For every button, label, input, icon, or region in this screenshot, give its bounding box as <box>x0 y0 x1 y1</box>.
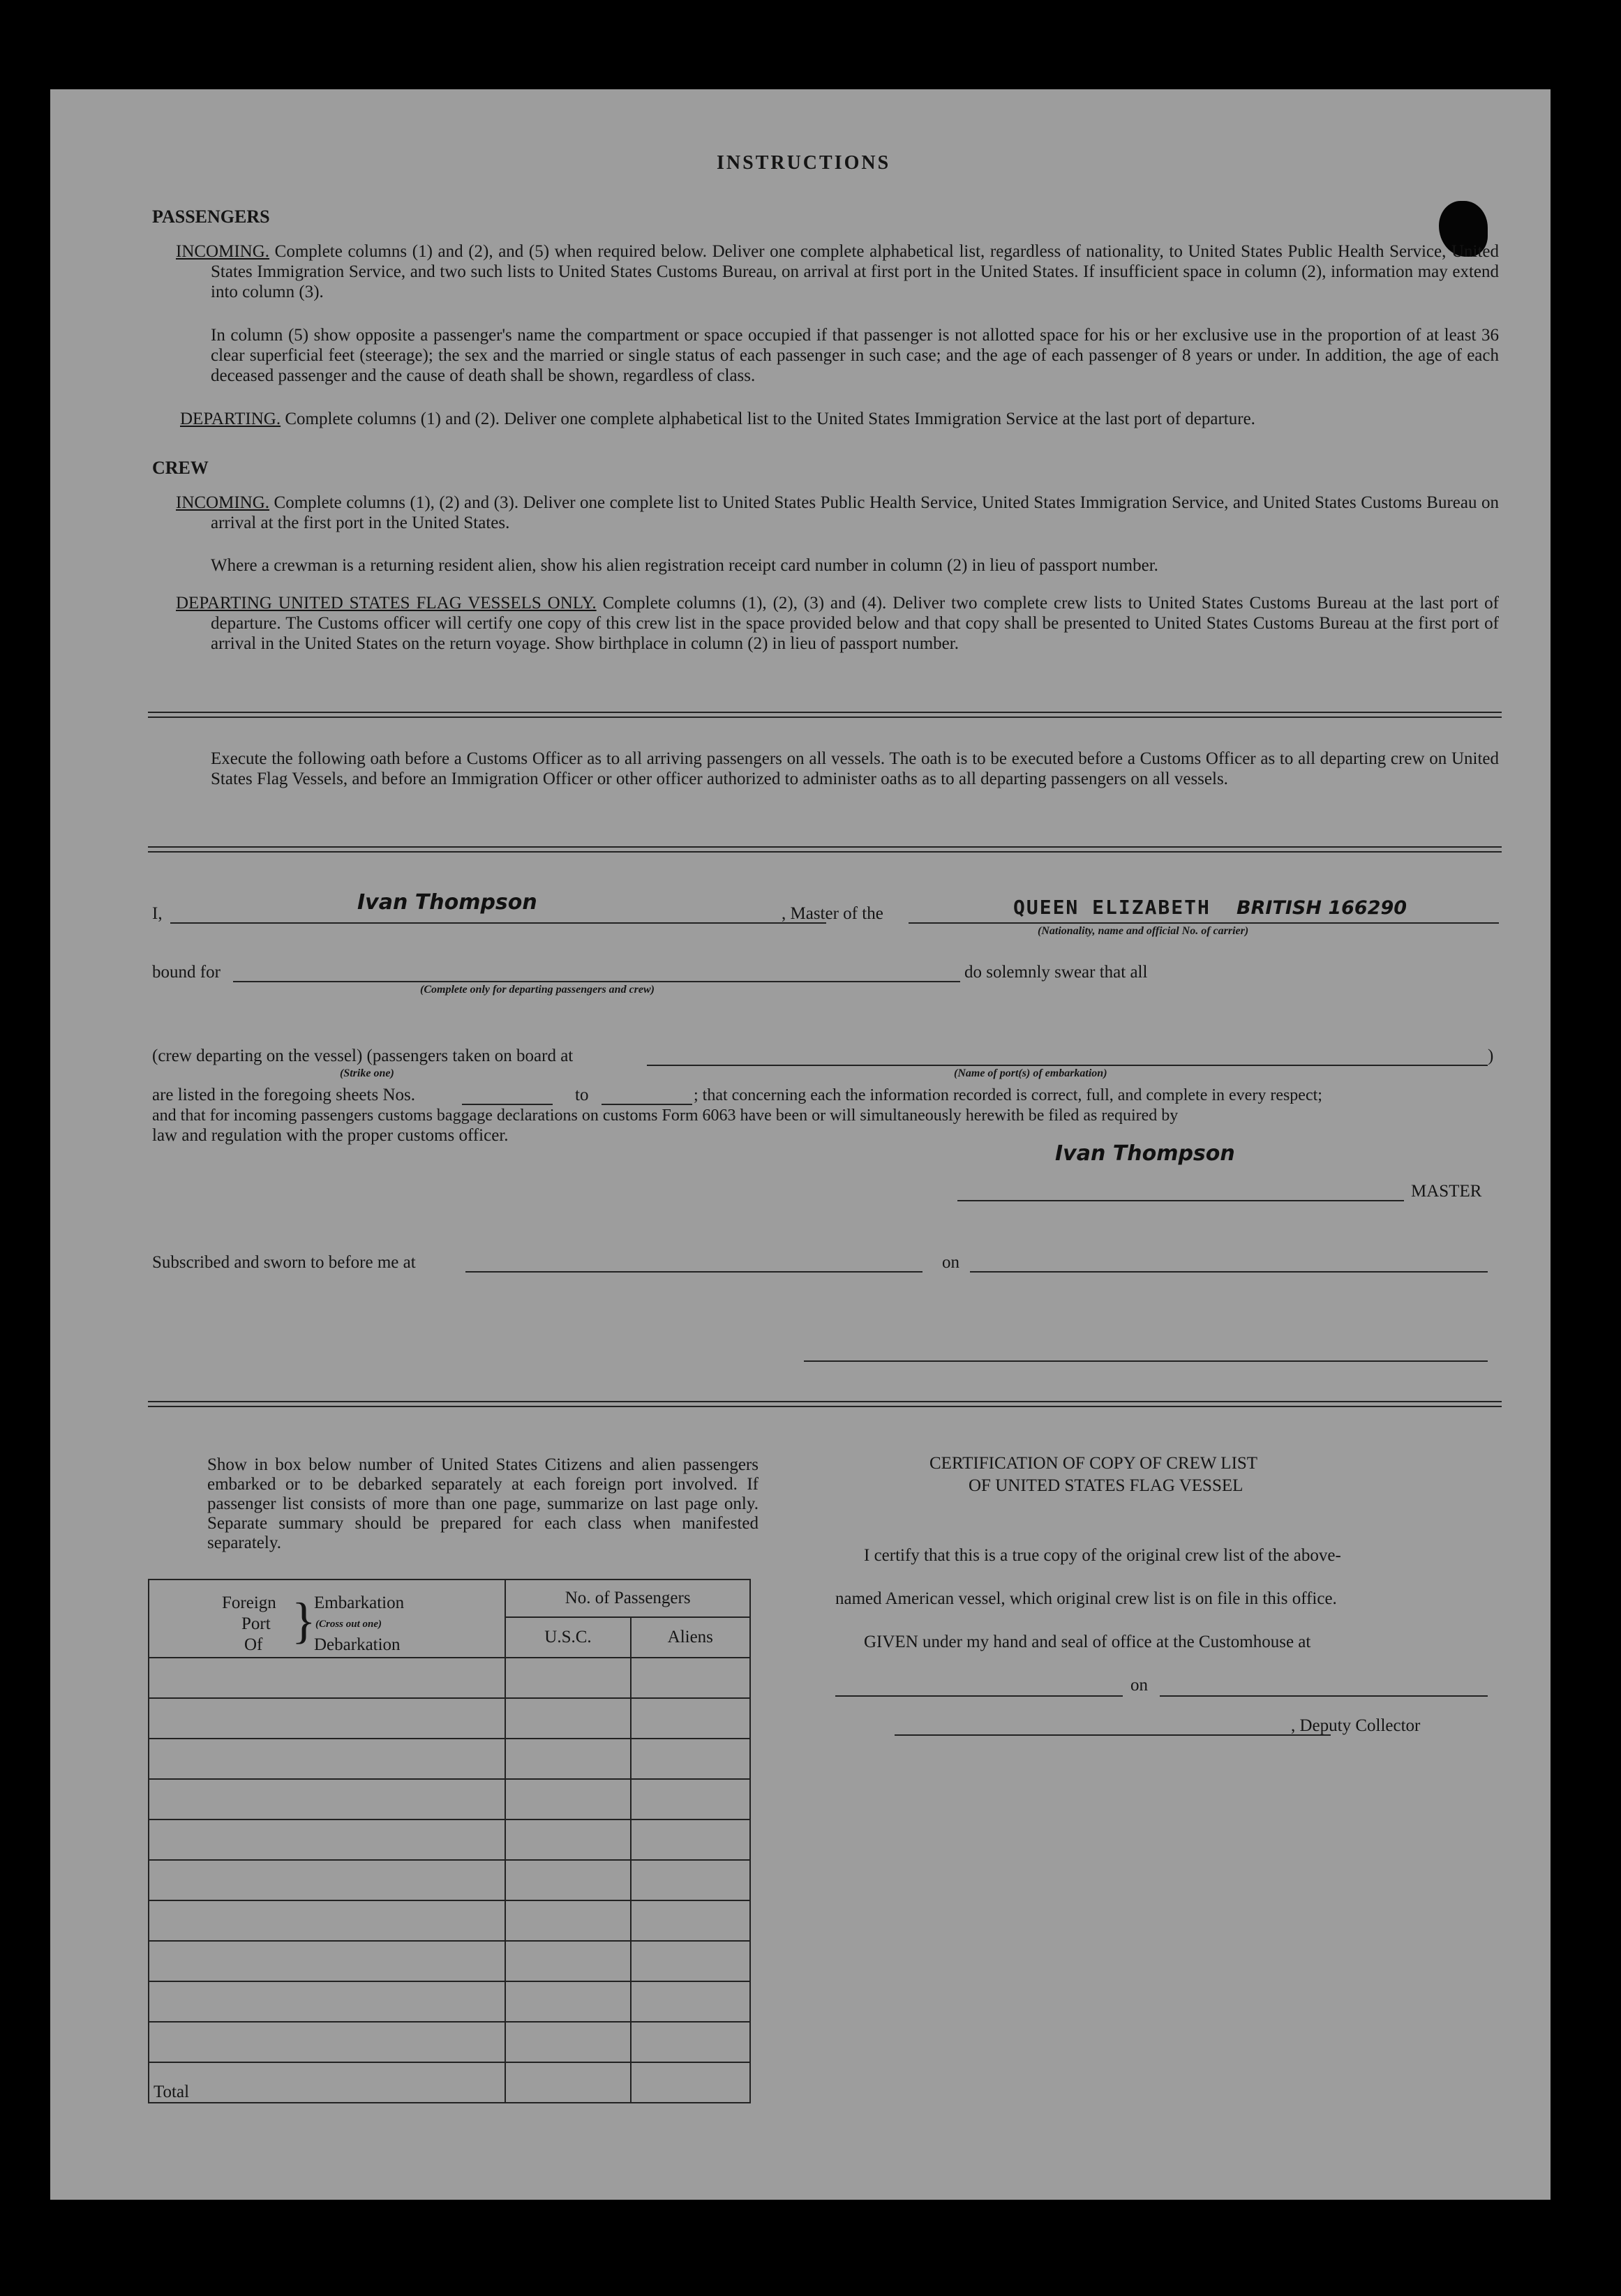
usc-cell[interactable] <box>505 1900 630 1941</box>
certification-line-2: named American vessel, which original crew list is on file in this office. <box>835 1589 1337 1608</box>
aliens-cell[interactable] <box>631 1819 750 1860</box>
table-row <box>149 2022 750 2062</box>
passengers-departing-label: DEPARTING. <box>180 410 281 428</box>
crew-departing-text: Complete columns (1), (2), (3) and (4). Deliver two complete crew lists to United States Customs Bureau at the last port of departure. The Customs officer will certify one copy of this crew list in the space provided below and that copy shall be presented to United States Customs Bureau at the first port of arrival in the United States on the return voyage. Show birthplace in column (2) in lieu of passport number. <box>211 594 1500 653</box>
port-cell[interactable] <box>149 1941 505 1981</box>
usc-header: U.S.C. <box>505 1617 630 1658</box>
vessel-nationality: BRITISH 166290 <box>1237 897 1407 919</box>
deputy-collector-label: , Deputy Collector <box>1291 1716 1421 1735</box>
summary-instructions: Show in box below number of United States Citizens and alien passengers embarked or to be debarked separately at each foreign port involved. If passenger list consists of more than one page, summarize on last page only. Separate summary should be prepared for each class when manifested separately. <box>207 1455 759 1552</box>
vessel-line <box>909 922 1499 924</box>
table-row <box>149 1860 750 1900</box>
port-cell[interactable] <box>149 1819 505 1860</box>
aliens-cell[interactable] <box>631 1941 750 1981</box>
oath-line3: law and regulation with the proper customs officer. <box>152 1126 509 1145</box>
usc-cell[interactable] <box>505 1658 630 1698</box>
table-row <box>149 1941 750 1981</box>
close-paren: ) <box>1488 1046 1494 1065</box>
cross-out-caption: (Cross out one) <box>315 1619 382 1630</box>
port-cell[interactable] <box>149 1981 505 2022</box>
passengers-departing <box>180 409 1499 429</box>
certification-title-1: CERTIFICATION OF COPY OF CREW LIST <box>929 1454 1258 1473</box>
table-row <box>149 1739 750 1779</box>
certification-line-1: I certify that this is a true copy of the original crew list of the above- <box>864 1546 1341 1565</box>
passengers-incoming-text: Complete columns (1) and (2), and (5) when required below. Deliver one complete alphabetical list, regardless of nationality, to United States Public Health Service, United States Immigration Service, and two such lists to United States Customs Bureau, on arrival at first port in the United States. If insufficient space in column (2), information may extend into column (3). <box>211 242 1500 301</box>
port-header-cell <box>149 1580 505 1658</box>
of-label: Of <box>244 1635 263 1654</box>
bound-for-label: bound for <box>152 963 221 982</box>
port-cell[interactable] <box>149 1860 505 1900</box>
passengers-incoming-label: INCOMING. <box>176 242 270 261</box>
officer-signature-line <box>804 1360 1488 1362</box>
section-divider <box>148 846 1502 853</box>
aliens-cell[interactable] <box>631 1981 750 2022</box>
document-page <box>50 89 1551 2200</box>
aliens-cell[interactable] <box>631 1739 750 1779</box>
certification-on-label: on <box>1130 1676 1148 1695</box>
aliens-total-cell[interactable] <box>631 2062 750 2103</box>
usc-cell[interactable] <box>505 1941 630 1981</box>
on-label: on <box>942 1253 959 1272</box>
usc-cell[interactable] <box>505 1981 630 2022</box>
section-divider <box>148 712 1502 718</box>
table-row <box>149 1698 750 1739</box>
table-row <box>149 1900 750 1941</box>
passengers-incoming <box>176 241 1500 302</box>
usc-cell[interactable] <box>505 1698 630 1739</box>
master-name-line <box>170 922 826 924</box>
oath-intro: Execute the following oath before a Customs Officer as to all arriving passengers on all vessels. The oath is to be executed before a Customs Officer as to all departing crew on United States Flag Vessels, and before an Immigration Officer or other officer authorized to administer oaths as to all departing passengers on all vessels. <box>211 749 1499 788</box>
certification-line-3: GIVEN under my hand and seal of office at the Customhouse at <box>864 1633 1311 1651</box>
port-line <box>647 1065 1488 1066</box>
table-row <box>149 1779 750 1819</box>
crew-passengers-label: (crew departing on the vessel) (passengers taken on board at <box>152 1046 574 1065</box>
aliens-cell[interactable] <box>631 2022 750 2062</box>
foreign-label: Foreign <box>222 1593 276 1612</box>
customhouse-line <box>835 1695 1123 1697</box>
crew-incoming-text: Complete columns (1), (2) and (3). Deliver one complete list to United States Public Health Service, United States Immigration Service, and United States Customs Bureau on arrival at the first port in the United States. <box>211 493 1499 532</box>
crew-incoming-label: INCOMING. <box>176 493 270 512</box>
port-cell[interactable] <box>149 2022 505 2062</box>
subscribed-label: Subscribed and sworn to before me at <box>152 1253 416 1272</box>
bound-for-caption: (Complete only for departing passengers and crew) <box>420 984 655 996</box>
master-label: MASTER <box>1411 1182 1482 1201</box>
crew-departing-label: DEPARTING UNITED STATES FLAG VESSELS ONLY. <box>176 594 597 613</box>
passengers-departing-text: Complete columns (1) and (2). Deliver one complete alphabetical list to the United States Immigration Service at the last port of departure. <box>285 410 1255 428</box>
aliens-cell[interactable] <box>631 1698 750 1739</box>
embarkation-label: Embarkation <box>314 1593 405 1612</box>
port-caption: (Name of port(s) of embarkation) <box>954 1067 1107 1079</box>
table-header-row <box>149 1580 750 1617</box>
to-label: to <box>575 1086 589 1104</box>
table-row <box>149 1658 750 1698</box>
aliens-cell[interactable] <box>631 1860 750 1900</box>
crew-resident: Where a crewman is a returning resident alien, show his alien registration receipt card number in column (2) in lieu of passport number. <box>211 556 1158 575</box>
subscribed-place-line <box>465 1271 922 1273</box>
passengers-column5: In column (5) show opposite a passenger's name the compartment or space occupied if that passenger is not allotted space for his or her exclusive use in the proportion of at least 36 clear superficial feet (steerage); the sex and the married or single status of each passenger in such case; and the age of each passenger of 8 years or under. In addition, the age of each deceased passenger and the cause of death shall be shown, regardless of class. <box>211 326 1499 385</box>
master-signature-line <box>957 1200 1404 1201</box>
usc-total-cell[interactable] <box>505 2062 630 2103</box>
section-divider <box>148 1401 1502 1407</box>
port-cell[interactable] <box>149 1698 505 1739</box>
usc-cell[interactable] <box>505 1739 630 1779</box>
aliens-header: Aliens <box>631 1617 750 1658</box>
page-title: INSTRUCTIONS <box>717 152 891 174</box>
swear-label: do solemnly swear that all <box>964 963 1148 982</box>
usc-cell[interactable] <box>505 1860 630 1900</box>
deputy-collector-line <box>895 1734 1331 1736</box>
passenger-summary-table <box>148 1579 751 2103</box>
master-signature: Ivan Thompson <box>357 890 537 915</box>
listed-suffix: ; that concerning each the information recorded is correct, full, and complete in every respect; <box>694 1086 1322 1104</box>
crew-departing <box>176 593 1500 654</box>
strike-caption: (Strike one) <box>340 1067 394 1079</box>
table-row <box>149 1819 750 1860</box>
table-row <box>149 1981 750 2022</box>
vessel-name: QUEEN ELIZABETH <box>1013 896 1211 919</box>
crew-heading: CREW <box>152 458 209 478</box>
debarkation-label: Debarkation <box>314 1635 401 1654</box>
port-label: Port <box>241 1614 271 1633</box>
master-signature-2: Ivan Thompson <box>1055 1141 1235 1166</box>
oath-line2: and that for incoming passengers customs baggage declarations on customs Form 6063 have been or will simultaneously herewith be filed as required by <box>152 1106 1179 1125</box>
aliens-cell[interactable] <box>631 1658 750 1698</box>
bound-for-line <box>233 981 960 982</box>
certification-title-2: OF UNITED STATES FLAG VESSEL <box>969 1476 1243 1495</box>
oath-i-label: I, <box>152 904 163 923</box>
aliens-cell[interactable] <box>631 1779 750 1819</box>
subscribed-date-line <box>970 1271 1488 1273</box>
passengers-heading: PASSENGERS <box>152 207 270 227</box>
certification-date-line <box>1160 1695 1488 1697</box>
total-row <box>149 2062 750 2103</box>
total-label: Total <box>149 2062 505 2103</box>
port-cell[interactable] <box>149 1900 505 1941</box>
no-passengers-header: No. of Passengers <box>505 1580 750 1617</box>
crew-incoming <box>176 493 1499 533</box>
aliens-cell[interactable] <box>631 1900 750 1941</box>
port-cell[interactable] <box>149 1658 505 1698</box>
usc-cell[interactable] <box>505 1779 630 1819</box>
brace-glyph: } <box>292 1593 316 1649</box>
port-cell[interactable] <box>149 1779 505 1819</box>
carrier-caption: (Nationality, name and official No. of carrier) <box>1038 925 1249 937</box>
master-of-label: , Master of the <box>782 904 883 923</box>
usc-cell[interactable] <box>505 2022 630 2062</box>
port-cell[interactable] <box>149 1739 505 1779</box>
listed-prefix: are listed in the foregoing sheets Nos. <box>152 1086 415 1104</box>
usc-cell[interactable] <box>505 1819 630 1860</box>
